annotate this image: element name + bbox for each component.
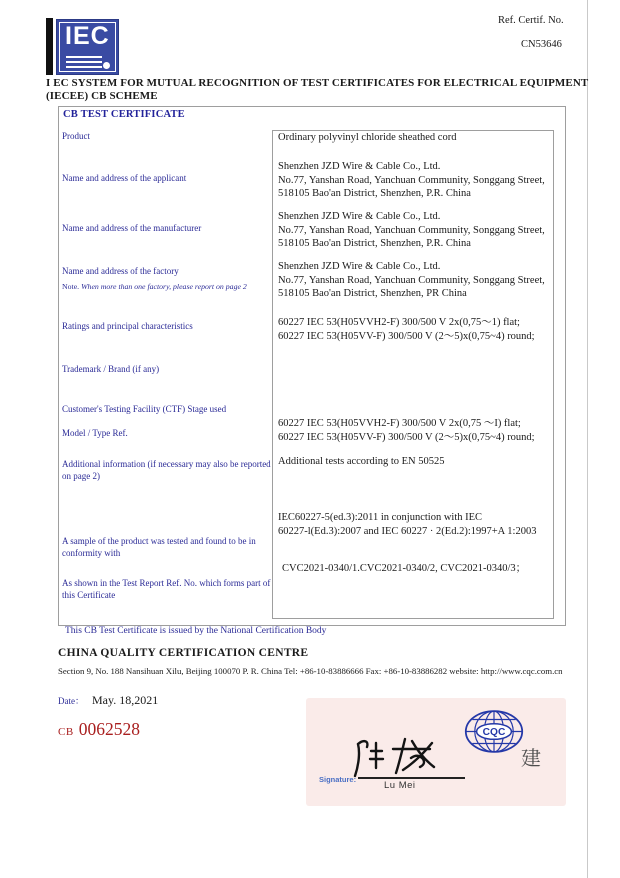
factory-note-text: When more than one factory, please report on page 2: [81, 282, 247, 291]
ratings-value-line: 60227 IEC 53(H05VV-F) 300/500 V (2〜5)x(0,75~4) round;: [278, 330, 535, 342]
model-label: Model / Type Ref.: [62, 428, 128, 438]
iec-logo-line: [66, 56, 102, 58]
signature-label: Signature:: [319, 775, 357, 784]
page-edge-line: [587, 0, 588, 878]
test-report-value: CVC2021-0340/1.CVC2021-0340/2, CVC2021-0340/3；: [282, 563, 527, 574]
applicant-address: [278, 160, 550, 201]
cqc-logo-text: CQC: [482, 727, 506, 739]
iec-logo-line: [66, 61, 102, 63]
certificate-values-box: [272, 130, 554, 619]
model-value: [278, 417, 550, 444]
conformity-label: A sample of the product was tested and found to be in conformity with: [62, 536, 256, 558]
factory-label: Name and address of the factory: [62, 266, 179, 276]
manufacturer-address-line: 518105 Bao'an District, Shenzhen, P.R. China: [278, 238, 471, 249]
date-label: Date：: [58, 696, 84, 706]
model-value-line: 60227 IEC 53(H05VVH2-F) 300/500 V 2x(0,75 〜I) flat;: [278, 418, 521, 429]
applicant-address-line: No.77, Yanshan Road, Yanchuan Community, Songgang Street,: [278, 174, 545, 186]
ref-certif-number: CN53646: [521, 39, 562, 50]
conformity-value: [278, 511, 550, 538]
signature-handwriting: [348, 732, 448, 780]
ctf-label: Customer's Testing Facility (CTF) Stage used: [62, 404, 227, 414]
applicant-address-line: 518105 Bao'an District, Shenzhen, P.R. China: [278, 188, 471, 199]
scheme-title-line2: (IECEE) CB SCHEME: [46, 90, 158, 102]
factory-address-line: Shenzhen JZD Wire & Cable Co., Ltd.: [278, 261, 441, 272]
additional-info-value: Additional tests according to EN 50525: [278, 456, 445, 467]
scheme-title-line1: I EC SYSTEM FOR MUTUAL RECOGNITION OF TEST CERTIFICATES FOR ELECTRICAL EQUIPMENT: [46, 77, 589, 89]
factory-address: [278, 260, 550, 301]
applicant-label: Name and address of the applicant: [62, 173, 187, 183]
issued-by-statement: This CB Test Certificate is issued by the National Certification Body: [65, 626, 327, 636]
ref-certif-no-label: Ref. Certif. No.: [498, 15, 564, 26]
applicant-address-line: Shenzhen JZD Wire & Cable Co., Ltd.: [278, 161, 441, 172]
manufacturer-address: [278, 210, 550, 251]
iec-logo-text: IEC: [65, 22, 110, 50]
iec-logo-icon: [56, 19, 119, 75]
certificate-title: CB TEST CERTIFICATE: [63, 109, 185, 120]
product-label: Product: [62, 131, 90, 141]
manufacturer-address-line: No.77, Yanshan Road, Yanchuan Community, Songgang Street,: [278, 224, 545, 236]
date-row: [58, 691, 158, 709]
trademark-label: Trademark / Brand (if any): [62, 364, 160, 374]
ncb-name: CHINA QUALITY CERTIFICATION CENTRE: [58, 647, 309, 659]
cb-certificate-number: [58, 719, 140, 740]
cb-prefix: CB: [58, 726, 74, 738]
ratings-label: Ratings and principal characteristics: [62, 321, 193, 331]
iec-logo-bar: [46, 18, 53, 75]
cqc-logo-icon: [464, 709, 524, 754]
factory-address-line: No.77, Yanshan Road, Yanchuan Community, Songgang Street,: [278, 274, 545, 286]
factory-address-line: 518105 Bao'an District, Shenzhen, PR China: [278, 288, 467, 299]
additional-info-label: Additional information (if necessary may also be reported on page 2): [62, 459, 271, 481]
stamp-character: 建: [521, 748, 541, 770]
conformity-value-line: IEC60227-5(ed.3):2011 in conjunction with IEC: [278, 512, 483, 523]
test-report-label: As shown in the Test Report Ref. No. which forms part of this Certificate: [62, 578, 271, 600]
model-value-line: 60227 IEC 53(H05VV-F) 300/500 V (2〜5)x(0,75~4) round;: [278, 431, 535, 443]
conformity-value-line: 60227-l(Ed.3):2007 and IEC 60227 · 2(Ed.2):1997+A 1:2003: [278, 525, 537, 537]
manufacturer-label: Name and address of the manufacturer: [62, 223, 202, 233]
manufacturer-address-line: Shenzhen JZD Wire & Cable Co., Ltd.: [278, 211, 441, 222]
product-value: Ordinary polyvinyl chloride sheathed cord: [278, 132, 457, 143]
signatory-name: Lu Mei: [384, 780, 416, 791]
factory-note-prefix: Note.: [62, 282, 80, 291]
ncb-address: Section 9, No. 188 Nansihuan Xilu, Beijing 100070 P. R. China Tel: +86-10-83886666 Fax: +86-10-83886282 website: http://www.cqc.com.cn: [58, 666, 563, 676]
iec-logo-line: [66, 66, 102, 68]
ratings-value: [278, 316, 550, 343]
iec-logo-dot: [103, 62, 110, 69]
factory-note: [62, 282, 277, 291]
ratings-value-line: 60227 IEC 53(H05VVH2-F) 300/500 V 2x(0,75〜1) flat;: [278, 317, 520, 328]
cb-number: 0062528: [78, 719, 140, 739]
signature-line: [358, 777, 465, 779]
date-value: May. 18,2021: [92, 693, 159, 707]
